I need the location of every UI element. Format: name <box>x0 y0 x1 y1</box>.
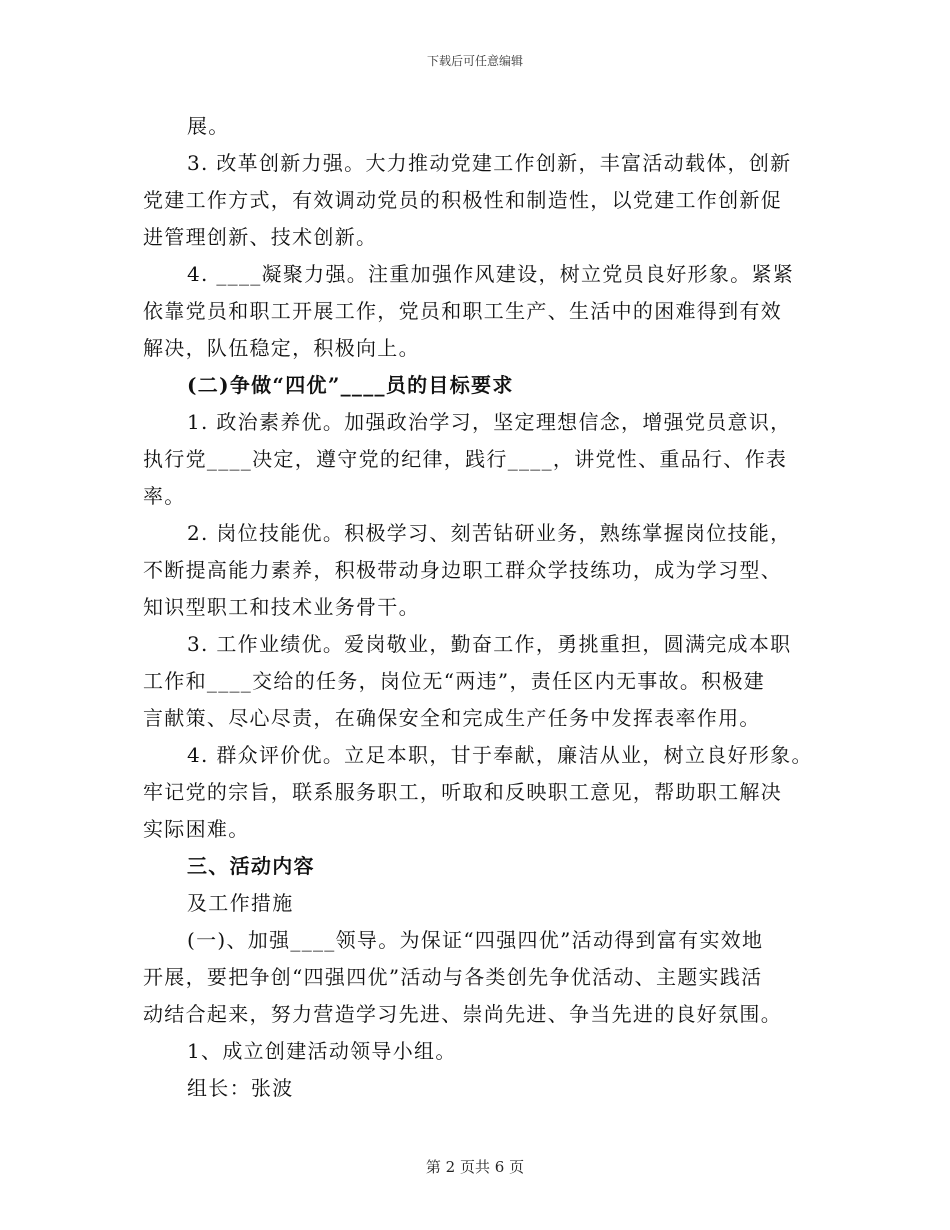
text-line: 4. 群众评价优。立足本职，甘于奉献，廉洁从业，树立良好形象。 <box>187 743 813 767</box>
text-line: 党建工作方式，有效调动党员的积极性和制造性，以党建工作创新促 <box>143 188 782 212</box>
text-line: 3. 工作业绩优。爱岗敬业，勤奋工作，勇挑重担，圆满完成本职 <box>187 632 792 656</box>
text-line: 知识型职工和技术业务骨干。 <box>143 595 420 619</box>
document-body <box>143 108 813 1107</box>
text-line: 率。 <box>143 484 186 508</box>
text-line: 及工作措施 <box>187 891 294 915</box>
page-footer: 第 2 页共 6 页 <box>425 1158 525 1176</box>
section-heading: 三、活动内容 <box>187 854 315 878</box>
text-line: 工作和____交给的任务，岗位无“两违”，责任区内无事故。积极建 <box>143 669 766 693</box>
text-line: 言献策、尽心尽责，在确保安全和完成生产任务中发挥表率作用。 <box>143 706 761 730</box>
text-line: 不断提高能力素养，积极带动身边职工群众学技练功，成为学习型、 <box>143 558 782 582</box>
text-line: 展。 <box>187 114 230 138</box>
text-line: 解决，队伍稳定，积极向上。 <box>143 336 420 360</box>
text-line: 1、成立创建活动领导小组。 <box>187 1039 457 1063</box>
text-line: 开展，要把争创“四强四优”活动与各类创先争优活动、主题实践活 <box>143 965 763 989</box>
text-line: (一)、加强____领导。为保证“四强四优”活动得到富有实效地 <box>187 928 764 952</box>
text-line: 3. 改革创新力强。大力推动党建工作创新，丰富活动载体，创新 <box>187 151 792 175</box>
text-line: 1. 政治素养优。加强政治学习，坚定理想信念，增强党员意识， <box>187 410 792 434</box>
page-header: 下载后可任意编辑 <box>426 54 523 68</box>
text-line: 依靠党员和职工开展工作，党员和职工生产、生活中的困难得到有效 <box>143 299 782 323</box>
text-line: 进管理创新、技术创新。 <box>143 225 378 249</box>
text-line: 牢记党的宗旨，联系服务职工，听取和反映职工意见，帮助职工解决 <box>143 780 782 804</box>
text-line: 实际困难。 <box>143 817 250 841</box>
text-line: 组长：张波 <box>187 1076 294 1100</box>
text-line: 动结合起来，努力营造学习先进、崇尚先进、争当先进的良好氛围。 <box>143 1002 782 1026</box>
text-line: 执行党____决定，遵守党的纪律，践行____，讲党性、重品行、作表 <box>143 447 788 471</box>
section-heading: (二)争做“四优”____员的目标要求 <box>187 373 514 397</box>
text-line: 2. 岗位技能优。积极学习、刻苦钻研业务，熟练掌握岗位技能， <box>187 521 792 545</box>
text-line: 4. ____凝聚力强。注重加强作风建设，树立党员良好形象。紧紧 <box>187 262 795 286</box>
